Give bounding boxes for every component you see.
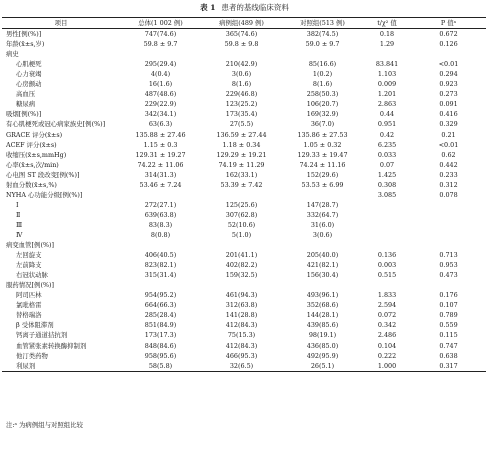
row-label: β 受体阻滞剂 bbox=[16, 321, 54, 330]
cell-total: 8(0.8) bbox=[150, 230, 171, 239]
cell-control: 152(29.6) bbox=[306, 170, 339, 179]
cell-control: 439(85.6) bbox=[306, 321, 339, 330]
cell-total: 958(95.6) bbox=[144, 351, 177, 360]
cell-case: 8(1.6) bbox=[231, 80, 252, 89]
cell-total: 342(34.1) bbox=[144, 110, 177, 119]
cell-control: 1.05 ± 0.32 bbox=[303, 140, 342, 149]
cell-case bbox=[201, 190, 282, 200]
row-label: 服药情况[例(%)] bbox=[6, 281, 54, 290]
cell-case: 5(1.0) bbox=[231, 230, 252, 239]
cell-control: 332(64.7) bbox=[306, 210, 339, 219]
cell-p-value bbox=[411, 230, 486, 240]
cell-p-value: 0.078 bbox=[439, 190, 458, 199]
cell-statistic bbox=[363, 49, 411, 59]
cell-case: 412(84.3) bbox=[225, 321, 258, 330]
row-label: 收缩压(x̄±s,mmHg) bbox=[6, 150, 67, 159]
table-row bbox=[2, 119, 486, 129]
cell-p-value: 0.713 bbox=[439, 251, 458, 260]
cell-control: 493(96.1) bbox=[306, 291, 339, 300]
cell-control bbox=[282, 280, 363, 290]
cell-p-value: 0.294 bbox=[439, 70, 458, 79]
header-row bbox=[2, 18, 486, 29]
cell-total: 315(31.4) bbox=[144, 271, 177, 280]
cell-total: 851(84.9) bbox=[144, 321, 177, 330]
table-row bbox=[2, 330, 486, 340]
cell-case: 136.59 ± 27.44 bbox=[216, 130, 267, 139]
cell-total bbox=[120, 240, 201, 250]
cell-total: 747(74.6) bbox=[144, 30, 177, 39]
cell-total: 954(95.2) bbox=[144, 291, 177, 300]
cell-case: 52(10.6) bbox=[227, 220, 256, 229]
cell-total: 83(8.3) bbox=[148, 220, 173, 229]
cell-total: 74.22 ± 11.06 bbox=[137, 160, 184, 169]
cell-control: 436(85.0) bbox=[306, 341, 339, 350]
cell-statistic: 0.072 bbox=[377, 311, 397, 320]
cell-case: 3(0.6) bbox=[231, 70, 252, 79]
cell-control: 382(74.5) bbox=[306, 30, 339, 39]
row-label: 吸烟[例(%)] bbox=[6, 110, 42, 119]
cell-control: 147(28.7) bbox=[306, 200, 339, 209]
cell-total: 314(31.3) bbox=[144, 170, 177, 179]
row-label: 心力衰竭 bbox=[16, 70, 42, 79]
cell-p-value: 0.473 bbox=[439, 271, 458, 280]
row-label: 血管紧张素转换酶抑制剂 bbox=[16, 341, 87, 350]
cell-control: 144(28.1) bbox=[306, 311, 339, 320]
cell-case: 466(95.3) bbox=[225, 351, 258, 360]
row-label: 心肌梗死 bbox=[16, 60, 42, 69]
header-case-group: 病例组(489 例) bbox=[201, 18, 282, 29]
table-row bbox=[2, 320, 486, 330]
cell-control: 258(50.3) bbox=[306, 90, 339, 99]
cell-control: 169(32.9) bbox=[306, 110, 339, 119]
cell-p-value: <0.01 bbox=[438, 140, 459, 149]
cell-case: 229(46.8) bbox=[225, 90, 258, 99]
row-label: 糖尿病 bbox=[16, 100, 36, 109]
cell-total: 664(66.3) bbox=[144, 301, 177, 310]
table-row bbox=[2, 200, 486, 210]
cell-case: 32(6.5) bbox=[201, 361, 282, 372]
table-body bbox=[2, 29, 486, 372]
table-row bbox=[2, 190, 486, 200]
row-label: Ⅳ bbox=[16, 230, 23, 239]
cell-statistic: 0.18 bbox=[379, 30, 395, 39]
cell-case: 1.18 ± 0.34 bbox=[222, 140, 261, 149]
cell-p-value: 0.329 bbox=[439, 120, 458, 129]
cell-total bbox=[120, 280, 201, 290]
cell-p-value: 0.62 bbox=[441, 150, 456, 159]
cell-case: 201(41.1) bbox=[225, 251, 258, 260]
cell-statistic: 1.103 bbox=[377, 70, 397, 79]
cell-p-value: 0.091 bbox=[439, 100, 458, 109]
cell-total: 1.15 ± 0.3 bbox=[143, 140, 178, 149]
table-row bbox=[2, 300, 486, 310]
cell-total: 272(27.1) bbox=[144, 200, 177, 209]
table-row bbox=[2, 230, 486, 240]
cell-p-value bbox=[411, 280, 486, 290]
cell-p-value: 0.923 bbox=[439, 80, 458, 89]
cell-p-value: 0.273 bbox=[439, 90, 458, 99]
header-p-value: P 值ᵃ bbox=[411, 18, 486, 29]
cell-case: 159(32.5) bbox=[225, 271, 258, 280]
table-row bbox=[2, 180, 486, 190]
cell-p-value: 0.312 bbox=[439, 180, 458, 189]
cell-control: 205(40.0) bbox=[306, 251, 339, 260]
table-row bbox=[2, 99, 486, 109]
cell-case: 27(5.5) bbox=[229, 120, 254, 129]
cell-total: 487(48.6) bbox=[144, 90, 177, 99]
cell-statistic bbox=[363, 200, 411, 210]
cell-control bbox=[282, 49, 363, 59]
table-row bbox=[2, 130, 486, 140]
cell-p-value: 0.416 bbox=[439, 110, 458, 119]
cell-control: 31(6.0) bbox=[310, 220, 335, 229]
header-total: 总体(1 002 例) bbox=[120, 18, 201, 29]
cell-control: 59.0 ± 9.7 bbox=[305, 40, 340, 49]
table-row bbox=[2, 69, 486, 79]
row-label: 射血分数(x̄±s,%) bbox=[6, 180, 57, 189]
table-row bbox=[2, 79, 486, 89]
row-label: Ⅰ bbox=[16, 200, 19, 209]
cell-total: 406(40.5) bbox=[144, 251, 177, 260]
cell-statistic: 0.308 bbox=[377, 180, 397, 189]
cell-statistic bbox=[363, 210, 411, 220]
table-title: 患者的基线临床资料 bbox=[221, 3, 289, 12]
row-label: 病史 bbox=[6, 50, 19, 59]
cell-p-value: 0.233 bbox=[439, 170, 458, 179]
cell-p-value: 0.107 bbox=[439, 301, 458, 310]
header-item: 项目 bbox=[2, 18, 120, 29]
cell-total bbox=[120, 49, 201, 59]
cell-control: 36(7.0) bbox=[310, 120, 335, 129]
table-row bbox=[2, 240, 486, 250]
cell-p-value bbox=[411, 49, 486, 59]
cell-total: 295(29.4) bbox=[144, 60, 177, 69]
cell-statistic: 0.222 bbox=[377, 351, 397, 360]
cell-total: 823(82.1) bbox=[144, 261, 177, 270]
cell-statistic: 0.003 bbox=[377, 261, 397, 270]
row-label: 高血压 bbox=[16, 90, 36, 99]
row-label: 右冠状动脉 bbox=[16, 271, 48, 280]
cell-total: 16(1.6) bbox=[148, 80, 173, 89]
cell-p-value bbox=[411, 210, 486, 220]
row-label: 钙离子通道拮抗剂 bbox=[16, 331, 68, 340]
table-row bbox=[2, 250, 486, 260]
row-label: 心率(x̄±s,次/min) bbox=[6, 160, 59, 169]
cell-statistic: 1.833 bbox=[377, 291, 397, 300]
row-label: 男性[例(%)] bbox=[6, 30, 42, 39]
cell-p-value: 0.747 bbox=[439, 341, 458, 350]
cell-control bbox=[282, 240, 363, 250]
cell-p-value bbox=[411, 240, 486, 250]
cell-statistic: 1.29 bbox=[379, 40, 395, 49]
table-row bbox=[2, 29, 486, 40]
row-label: 心电图 ST 段改变[例(%)] bbox=[6, 170, 80, 179]
cell-total: 58(5.8) bbox=[120, 361, 201, 372]
cell-control: 3(0.6) bbox=[312, 230, 333, 239]
row-label: 左回旋支 bbox=[16, 251, 42, 260]
cell-statistic: 3.085 bbox=[377, 190, 397, 199]
cell-case: 402(82.2) bbox=[225, 261, 258, 270]
table-row bbox=[2, 89, 486, 99]
cell-statistic bbox=[363, 230, 411, 240]
cell-p-value: 0.21 bbox=[441, 130, 456, 139]
row-label: NYHA 心功能分级[例(%)] bbox=[6, 190, 83, 199]
cell-p-value bbox=[411, 220, 486, 230]
cell-case: 307(62.8) bbox=[225, 210, 258, 219]
cell-case: 123(25.2) bbox=[225, 100, 258, 109]
cell-p-value: 0.672 bbox=[439, 30, 458, 39]
cell-case: 59.8 ± 9.8 bbox=[224, 40, 259, 49]
table-row bbox=[2, 220, 486, 230]
row-label: 利尿剂 bbox=[2, 361, 120, 372]
cell-statistic: 83.841 bbox=[375, 60, 399, 69]
cell-statistic: 0.44 bbox=[379, 110, 395, 119]
cell-case: 173(35.4) bbox=[225, 110, 258, 119]
cell-statistic: 1.000 bbox=[363, 361, 411, 372]
table-row bbox=[2, 270, 486, 280]
table-row bbox=[2, 160, 486, 170]
cell-p-value: 0.442 bbox=[439, 160, 458, 169]
table-row bbox=[2, 310, 486, 320]
cell-statistic bbox=[363, 240, 411, 250]
row-label: 氯吡格雷 bbox=[16, 301, 42, 310]
cell-total: 848(84.6) bbox=[144, 341, 177, 350]
cell-statistic: 0.515 bbox=[377, 271, 397, 280]
cell-total: 285(28.4) bbox=[144, 311, 177, 320]
cell-case: 210(42.9) bbox=[225, 60, 258, 69]
row-label: 替格瑞洛 bbox=[16, 311, 42, 320]
cell-statistic bbox=[363, 220, 411, 230]
cell-statistic: 1.201 bbox=[377, 90, 397, 99]
cell-case: 412(84.3) bbox=[225, 341, 258, 350]
cell-statistic: 0.136 bbox=[377, 251, 397, 260]
row-label: 阿司匹林 bbox=[16, 291, 42, 300]
row-label: GRACE 评分(x̄±s) bbox=[6, 130, 63, 139]
cell-case bbox=[201, 49, 282, 59]
cell-control: 135.86 ± 27.53 bbox=[297, 130, 348, 139]
cell-total: 173(17.3) bbox=[144, 331, 177, 340]
cell-statistic: 1.425 bbox=[377, 170, 397, 179]
row-label: 左前降支 bbox=[16, 261, 42, 270]
cell-control: 53.53 ± 6.99 bbox=[301, 180, 344, 189]
cell-total: 63(6.3) bbox=[148, 120, 173, 129]
cell-total: 129.31 ± 19.27 bbox=[135, 150, 186, 159]
cell-case: 53.39 ± 7.42 bbox=[220, 180, 263, 189]
cell-control: 421(82.1) bbox=[306, 261, 339, 270]
cell-statistic: 0.033 bbox=[377, 150, 397, 159]
cell-statistic: 0.104 bbox=[377, 341, 397, 350]
cell-p-value: 0.115 bbox=[439, 331, 458, 340]
table-row bbox=[2, 109, 486, 119]
cell-case: 312(63.8) bbox=[225, 301, 258, 310]
row-label: Ⅱ bbox=[16, 210, 21, 219]
cell-statistic bbox=[363, 280, 411, 290]
cell-case: 75(15.3) bbox=[227, 331, 256, 340]
cell-p-value: 0.953 bbox=[439, 261, 458, 270]
cell-total: 229(22.9) bbox=[144, 100, 177, 109]
cell-statistic: 0.07 bbox=[379, 160, 395, 169]
cell-statistic: 0.42 bbox=[379, 130, 395, 139]
cell-p-value bbox=[411, 200, 486, 210]
cell-statistic: 0.951 bbox=[377, 120, 397, 129]
cell-control: 129.33 ± 19.47 bbox=[297, 150, 348, 159]
cell-total: 639(63.8) bbox=[144, 210, 177, 219]
cell-control: 98(19.1) bbox=[308, 331, 337, 340]
cell-statistic: 0.009 bbox=[377, 80, 397, 89]
cell-control: 106(20.7) bbox=[306, 100, 339, 109]
table-number: 表 1 bbox=[200, 3, 216, 12]
table-row bbox=[2, 140, 486, 150]
cell-case: 461(94.3) bbox=[225, 291, 258, 300]
cell-total bbox=[120, 190, 201, 200]
cell-statistic: 0.342 bbox=[377, 321, 397, 330]
cell-case: 162(33.1) bbox=[225, 170, 258, 179]
cell-total: 53.46 ± 7.24 bbox=[139, 180, 182, 189]
cell-control: 1(0.2) bbox=[312, 70, 333, 79]
row-label: ACEF 评分(x̄±s) bbox=[6, 140, 57, 149]
cell-p-value: 0.559 bbox=[439, 321, 458, 330]
table-caption bbox=[0, 3, 489, 13]
cell-control: 74.24 ± 11.16 bbox=[299, 160, 346, 169]
cell-p-value: 0.126 bbox=[439, 40, 458, 49]
cell-case: 74.19 ± 11.29 bbox=[218, 160, 265, 169]
table-row bbox=[2, 351, 486, 361]
table-row bbox=[2, 210, 486, 220]
table-row bbox=[2, 59, 486, 69]
cell-control: 492(95.9) bbox=[306, 351, 339, 360]
row-label: Ⅲ bbox=[16, 220, 23, 229]
cell-control: 8(1.6) bbox=[312, 80, 333, 89]
cell-control bbox=[282, 190, 363, 200]
cell-total: 135.88 ± 27.46 bbox=[135, 130, 186, 139]
row-label: 病变血管[例(%)] bbox=[6, 241, 54, 250]
cell-p-value: 0.638 bbox=[439, 351, 458, 360]
cell-statistic: 2.486 bbox=[377, 331, 397, 340]
cell-total: 4(0.4) bbox=[150, 70, 171, 79]
row-label: 心房颤动 bbox=[16, 80, 42, 89]
table-row bbox=[2, 341, 486, 351]
cell-case bbox=[201, 240, 282, 250]
cell-case: 365(74.6) bbox=[225, 30, 258, 39]
cell-control: 156(30.4) bbox=[306, 271, 339, 280]
header-control-group: 对照组(513 例) bbox=[282, 18, 363, 29]
cell-p-value: 0.317 bbox=[411, 361, 486, 372]
baseline-characteristics-table bbox=[2, 17, 486, 372]
cell-case bbox=[201, 280, 282, 290]
row-label: 有心肌梗死或冠心病家族史[例(%)] bbox=[6, 120, 106, 129]
row-label: 他汀类药物 bbox=[16, 351, 48, 360]
cell-total: 59.8 ± 9.7 bbox=[143, 40, 178, 49]
table-row bbox=[2, 49, 486, 59]
table-row bbox=[2, 170, 486, 180]
table-footnote: 注:ᵃ 为病例组与对照组比较 bbox=[6, 421, 83, 429]
cell-p-value: 0.176 bbox=[439, 291, 458, 300]
table-row bbox=[2, 39, 486, 49]
cell-statistic: 2.594 bbox=[377, 301, 397, 310]
cell-statistic: 6.235 bbox=[377, 140, 397, 149]
header-statistic: t/χ² 值 bbox=[363, 18, 411, 29]
cell-control: 352(68.6) bbox=[306, 301, 339, 310]
table-row bbox=[2, 260, 486, 270]
cell-p-value: 0.789 bbox=[439, 311, 458, 320]
table-row bbox=[2, 290, 486, 300]
table-row bbox=[2, 280, 486, 290]
cell-control: 26(5.1) bbox=[282, 361, 363, 372]
row-label: 年龄(x̄±s,岁) bbox=[6, 40, 45, 49]
table-row bbox=[2, 361, 486, 372]
table-row bbox=[2, 150, 486, 160]
cell-statistic: 2.863 bbox=[377, 100, 397, 109]
cell-case: 125(25.6) bbox=[225, 200, 258, 209]
cell-case: 129.29 ± 19.21 bbox=[216, 150, 267, 159]
cell-p-value: <0.01 bbox=[438, 60, 459, 69]
cell-control: 85(16.6) bbox=[308, 60, 337, 69]
cell-case: 141(28.8) bbox=[225, 311, 258, 320]
